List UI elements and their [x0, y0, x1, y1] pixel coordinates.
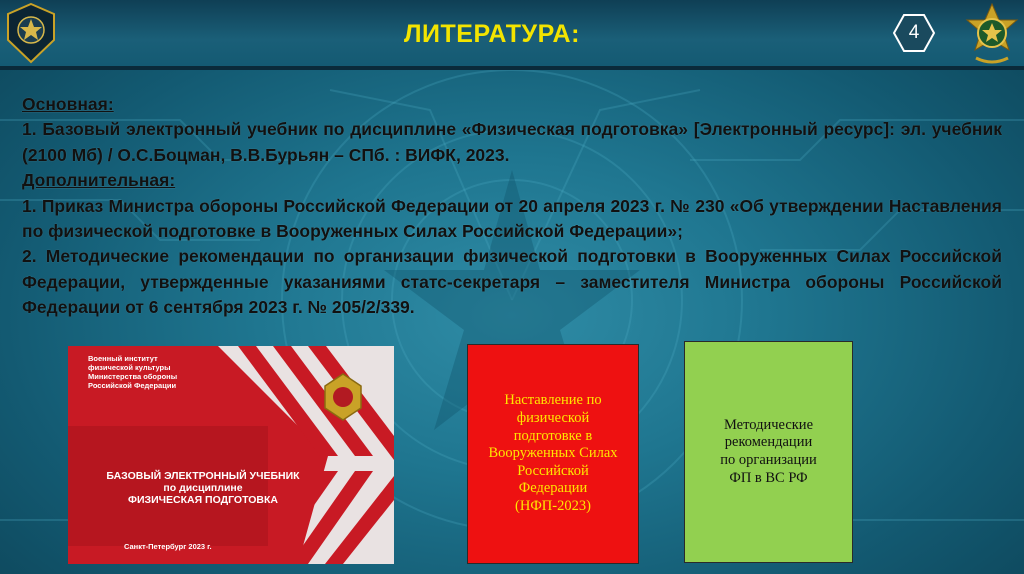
book-title: БАЗОВЫЙ ЭЛЕКТРОННЫЙ УЧЕБНИК по дисциплине ФИЗИЧЕСКАЯ ПОДГОТОВКА	[106, 470, 300, 506]
slide-title: ЛИТЕРАТУРА:	[404, 20, 580, 48]
academy-emblem-icon	[2, 2, 60, 64]
methodical-recommendations-card	[684, 341, 853, 563]
page-number: 4	[908, 22, 920, 43]
main-literature-heading: Основная:	[22, 94, 114, 114]
additional-literature-item-2: 2. Методические рекомендации по организации физической подготовки в Вооруженных Силах Российской Федерации, утвержденные указаниями статс-секретаря – заместителя Министра обороны Российской Федерации от 6 сентября 2023 г. № 205/2/339.	[22, 246, 1002, 318]
additional-literature-item-1: 1. Приказ Министра обороны Российской Федерации от 20 апреля 2023 г. № 230 «Об утверждении Наставления по физической подготовке в Вооруженных Силах Российской Федерации»;	[22, 195, 1002, 242]
literature-list	[22, 92, 1002, 321]
academy-star-emblem-icon	[962, 2, 1022, 66]
book-city-year: Санкт-Петербург 2023 г.	[124, 542, 212, 551]
additional-literature-heading: Дополнительная:	[22, 170, 176, 191]
header-divider	[0, 66, 1024, 70]
textbook-cover-image	[68, 346, 394, 564]
nfp-2023-card	[467, 344, 639, 564]
page-number-badge	[893, 13, 935, 53]
book-institute: Военный институт физической культуры Министерства обороны Российской Федерации	[88, 354, 178, 390]
main-literature-item-1: 1. Базовый электронный учебник по дисциплине «Физическая подготовка» [Электронный ресурс]: эл. учебник (2100 Мб) / О.С.Боцман, В.В.Бурьян – СПб. : ВИФК, 2023.	[22, 119, 1002, 165]
nfp-2023-card-text: Наставление по физической подготовке в Вооруженных Силах Российской Федерации (НФП-2023)	[488, 392, 618, 514]
methodical-recommendations-card-text: Методические рекомендации по организации ФП в ВС РФ	[720, 416, 817, 486]
